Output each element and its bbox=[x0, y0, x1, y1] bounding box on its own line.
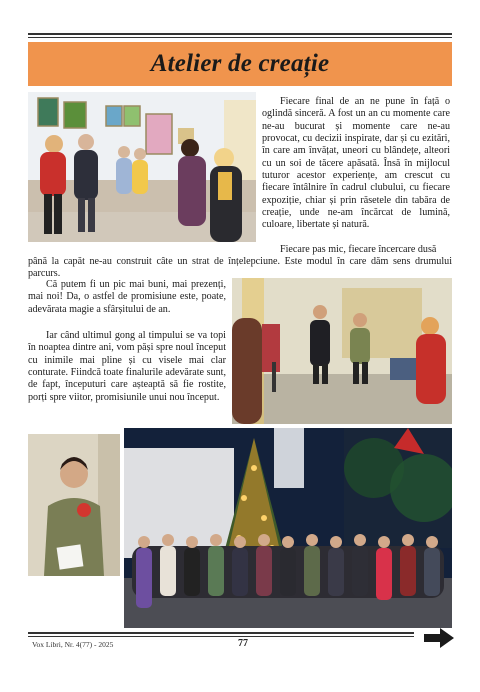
paragraph-steps-start: Fiecare pas mic, fiecare încercare dusă bbox=[280, 244, 437, 255]
gallery-illustration bbox=[28, 92, 256, 242]
page-number: 77 bbox=[238, 638, 248, 649]
portrait-illustration bbox=[28, 434, 120, 576]
paragraph-steps-continued: până la capăt ne-au construit câte un strat de înțelepciune. Este modul în care dăm sens drumului parcurs. bbox=[28, 256, 452, 280]
workshop-illustration bbox=[232, 278, 452, 424]
gallery-photo bbox=[28, 92, 256, 242]
group-illustration bbox=[124, 428, 452, 628]
footer-rule-thin bbox=[28, 636, 414, 637]
paragraph-promise: Că putem fi un pic mai buni, mai prezenți, mai noi! Da, o astfel de promisiune este, poate, adevărata magie a sfârșitului de an. bbox=[28, 279, 226, 315]
article-title: Atelier de creație bbox=[150, 50, 330, 77]
paragraph-new-beginning: Iar când ultimul gong al timpului se va topi în noaptea dintre ani, vom păși spre noul început cu inimile mai pline și cu visele mai clar conturate. Fiindcă toate finalurile adevărate sunt, de fapt, începuturi care așteaptă să fie rostite, porți spre viitor, promisiunile unui nou început. bbox=[28, 330, 226, 403]
workshop-photo bbox=[232, 278, 452, 424]
portrait-photo bbox=[28, 434, 120, 576]
top-rule-thin bbox=[28, 37, 452, 38]
footer-rule-thick bbox=[28, 632, 414, 634]
title-banner bbox=[28, 42, 452, 86]
next-page-arrow-icon[interactable] bbox=[424, 628, 454, 648]
paragraph-intro: Fiecare final de an ne pune în față o oglindă sinceră. A fost un an cu momente care ne-au bucurat și momente care ne-au provocat, cu decizii inspirate, dar și cu ezitări, în care am învățat, uneori cu blândețe, alteori cu un soi de tăcere apăsată. Însă în mijlocul tuturor acestor experiențe, am crescut cu fiecare întâlnire în cadrul clubului, cu fiecare expoziție, chiar și prin răsetele din tabăra de creație, unde ne-am încărcat de lumină, culoare, libertate și natură. bbox=[262, 96, 450, 231]
group-photo bbox=[124, 428, 452, 628]
top-rule-thick bbox=[28, 33, 452, 35]
journal-footer: Vox Libri, Nr. 4(77) - 2025 bbox=[32, 640, 114, 649]
